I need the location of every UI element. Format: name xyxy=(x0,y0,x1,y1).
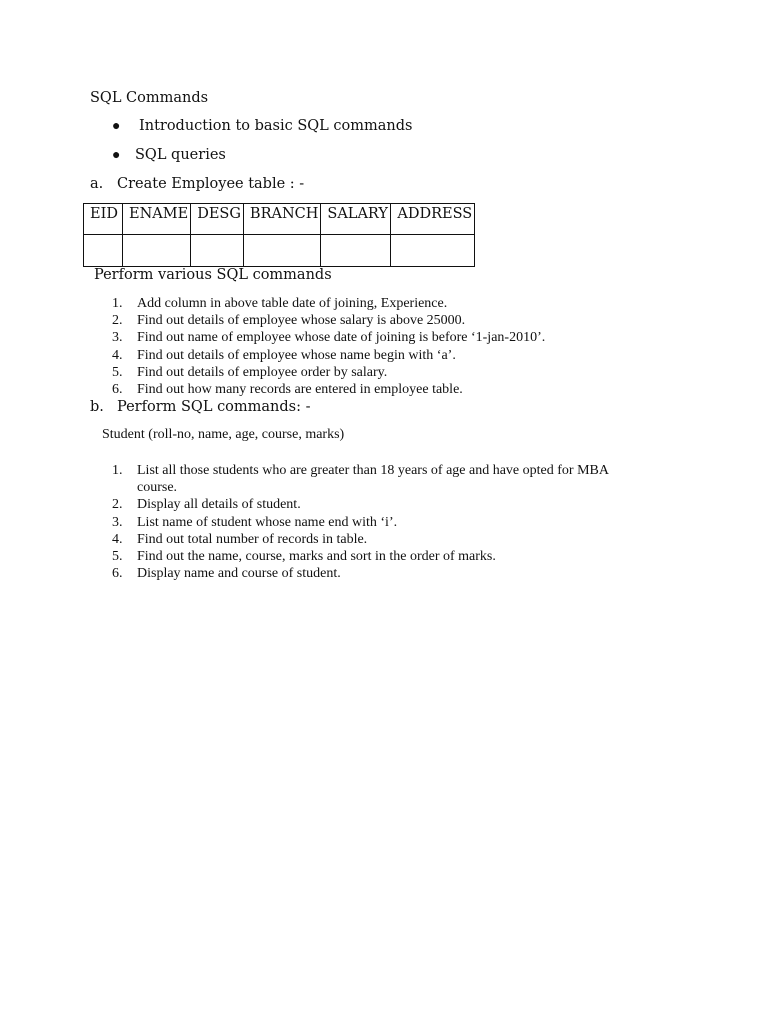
table-cell xyxy=(321,235,391,267)
section-b-marker: b. xyxy=(90,399,104,415)
student-task-list xyxy=(112,462,609,582)
table-row xyxy=(84,235,475,267)
document-title: SQL Commands xyxy=(90,90,209,106)
list-item: 4. Find out details of employee whose name begin with ‘a’. xyxy=(112,347,456,363)
student-schema: Student (roll-no, name, age, course, marks) xyxy=(102,427,345,442)
section-a-marker: a. xyxy=(90,176,104,192)
section-b-label: Perform SQL commands: - xyxy=(117,399,311,415)
table-header-cell: BRANCH xyxy=(243,204,320,235)
bullet-icon: ● xyxy=(112,119,121,134)
list-item: 5. Find out the name, course, marks and sort in the order of marks. xyxy=(112,549,496,565)
table-header-cell: ADDRESS xyxy=(391,204,475,235)
employee-task-list xyxy=(112,295,545,398)
list-item-continuation: course. xyxy=(137,480,178,496)
bullet-item-queries: SQL queries xyxy=(135,147,226,163)
section-a-intro: Perform various SQL commands xyxy=(94,267,332,283)
table-cell xyxy=(191,235,244,267)
table-header-cell: SALARY xyxy=(321,204,391,235)
table-cell xyxy=(123,235,191,267)
table-cell xyxy=(243,235,320,267)
table-header-row xyxy=(84,204,475,235)
list-item: 2. Find out details of employee whose salary is above 25000. xyxy=(112,313,466,329)
employee-table xyxy=(83,203,475,267)
list-item: 2. Display all details of student. xyxy=(112,497,301,513)
list-item: 4. Find out total number of records in table. xyxy=(112,531,368,547)
table-header-cell: ENAME xyxy=(123,204,191,235)
list-item: 1. List all those students who are greater than 18 years of age and have opted for MBA course. xyxy=(112,463,609,496)
table-header-cell: EID xyxy=(84,204,123,235)
list-item: 1. Add column in above table date of joining, Experience. xyxy=(112,296,448,311)
bullet-icon: ● xyxy=(112,148,121,163)
list-item: 5. Find out details of employee order by salary. xyxy=(112,364,388,380)
list-item: 6. Display name and course of student. xyxy=(112,566,341,582)
list-item: 6. Find out how many records are entered in employee table. xyxy=(112,382,463,398)
table-cell xyxy=(84,235,123,267)
table-header-cell: DESG xyxy=(191,204,244,235)
table-cell xyxy=(391,235,475,267)
section-a-label: Create Employee table : - xyxy=(117,176,305,192)
list-item: 3. Find out name of employee whose date of joining is before ‘1-jan-2010’. xyxy=(112,330,546,346)
list-item: 3. List name of student whose name end with ‘i’. xyxy=(112,514,398,530)
bullet-item-intro: Introduction to basic SQL commands xyxy=(139,118,413,134)
